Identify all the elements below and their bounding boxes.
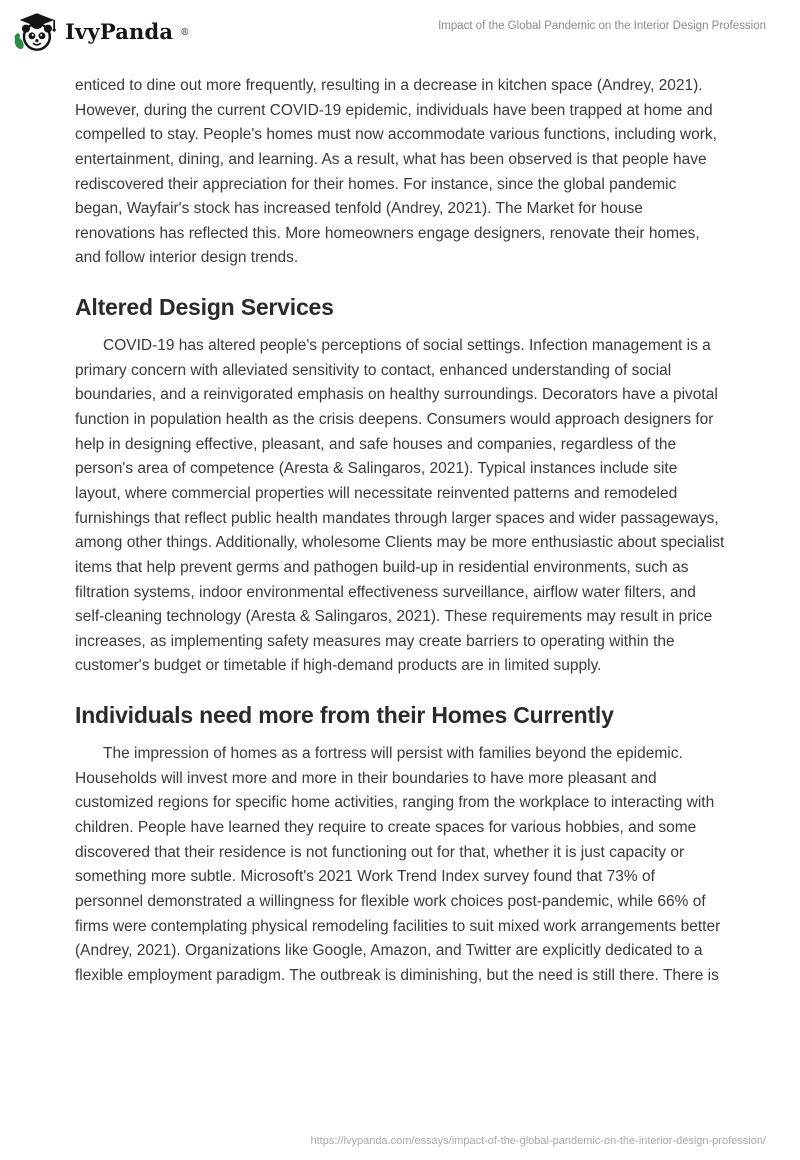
document-title: Impact of the Global Pandemic on the Interior Design Profession	[438, 20, 766, 32]
section-paragraph: COVID-19 has altered people's perceptions of social settings. Infection management is a primary concern with alleviated sensitivity to contact, enhanced understanding of social boundaries, and a reinvigorated emphasis on healthy surroundings. Decorators have a pivotal function in population health as the crisis deepens. Consumers would approach designers for help in designing effective, pleasant, and safe houses and companies, regardless of the person's area of competence (Aresta & Salingaros, 2021). Typical instances include site layout, where commercial properties will necessitate reinvented patterns and remodeled furnishings that reflect public health mandates through larger spaces and wider passageways, among other things. Additionally, wholesome Clients may be more enthusiastic about specialist items that help prevent germs and pathogen build-up in residential environments, such as filtration systems, indoor environmental effectiveness surveillance, airflow water filters, and self-cleaning technology (Aresta & Salingaros, 2021). These requirements may result in price increases, as implementing safety measures may create barriers to operating within the customer's budget or timetable if high-demand products are in limited supply.	[75, 337, 725, 675]
registered-trademark: ®	[180, 28, 190, 38]
brand[interactable]	[12, 8, 189, 54]
section-heading-altered-design-services: Altered Design Services	[75, 294, 334, 321]
continuation-paragraph: enticed to dine out more frequently, resulting in a decrease in kitchen space (Andrey, 2021). However, during the current COVID-19 epidemic, individuals have been trapped at home and compelled to stay. People's homes must now accommodate various functions, including work, entertainment, dining, and learning. As a result, what has been observed is that people have rediscovered their appreciation for their homes. For instance, since the global pandemic began, Wayfair's stock has increased tenfold (Andrey, 2021). The Market for house renovations has reflected this. More homeowners engage designers, renovate their homes, and follow interior design trends.	[75, 77, 717, 267]
page-footer	[311, 1135, 767, 1147]
source-url[interactable]: https://ivypanda.com/essays/impact-of-the-global-pandemic-on-the-interior-design-profession/	[310, 1135, 766, 1147]
brand-name: IvyPanda	[65, 18, 174, 44]
document-content	[0, 54, 800, 989]
page-header	[0, 0, 800, 54]
ivypanda-panda-logo-icon	[12, 8, 58, 54]
section-paragraph: The impression of homes as a fortress will persist with families beyond the epidemic. Households will invest more and more in their boundaries to have more pleasant and customized regions for specific home activities, ranging from the workplace to interacting with children. People have learned they require to create spaces for various hobbies, and some discovered that their residence is not functioning out for that, whether it is just capacity or something more subtle. Microsoft's 2021 Work Trend Index survey found that 73% of personnel demonstrated a willingness for flexible work choices post-pandemic, while 66% of firms were contemplating physical remodeling facilities to suit mixed work arrangements better (Andrey, 2021). Organizations like Google, Amazon, and Twitter are explicitly dedicated to a flexible employment paradigm. The outbreak is diminishing, but the need is still there. There is	[75, 745, 721, 984]
section-heading-individuals-need-more: Individuals need more from their Homes Currently	[75, 702, 614, 729]
